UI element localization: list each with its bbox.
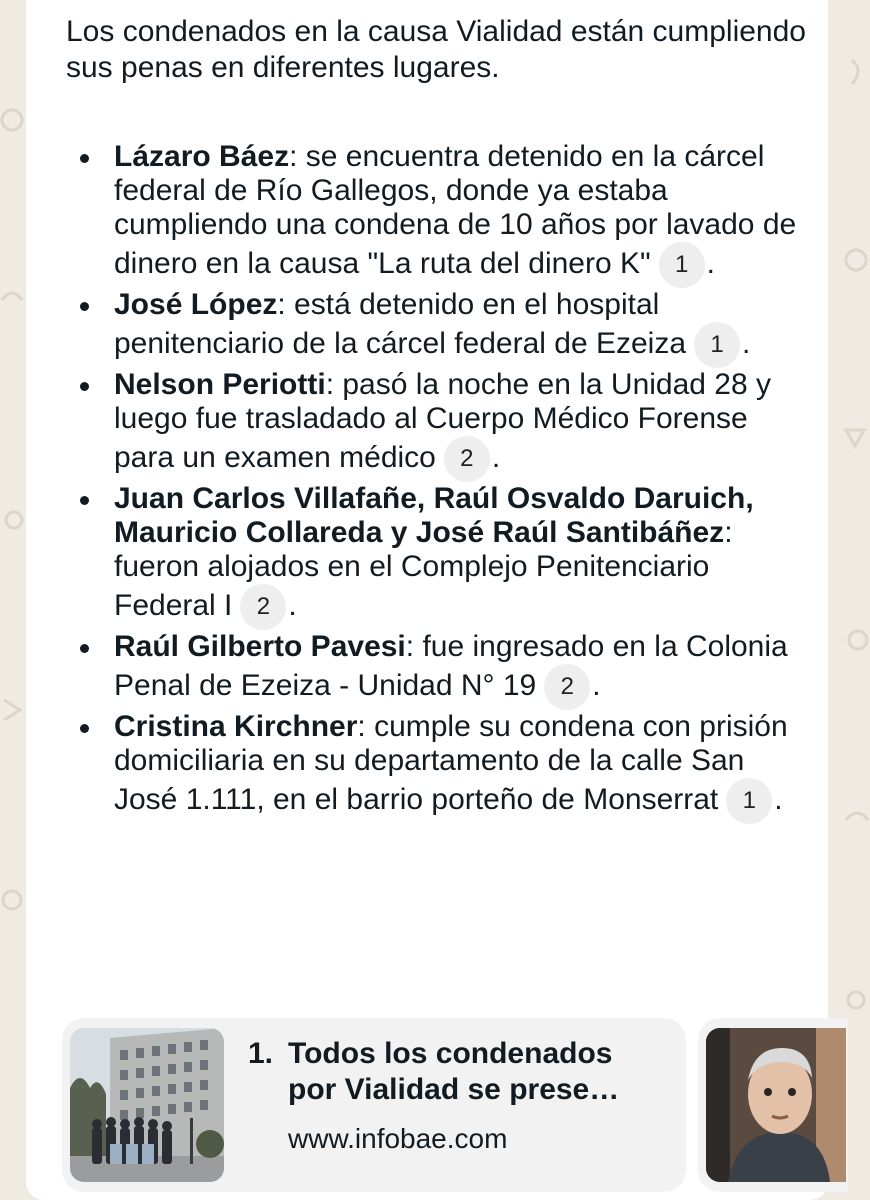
portrait-photo-icon xyxy=(706,1028,846,1182)
convict-detail: : está detenido en el hospital penitenciario de la cárcel federal de Ezeiza xyxy=(114,288,687,360)
source-card[interactable] xyxy=(62,1018,686,1192)
convict-detail: : fue ingresado en la Colonia Penal de Ezeiza - Unidad N° 19 xyxy=(114,630,788,702)
list-item: Nelson Periotti: pasó la noche en la Unidad 28 y luego fue trasladado al Cuerpo Médico Forense para un examen médico 2 . xyxy=(72,368,812,482)
convict-detail: : pasó la noche en la Unidad 28 y luego fue trasladado al Cuerpo Médico Forense para un examen médico xyxy=(114,368,772,474)
convict-detail: : fueron alojados en el Complejo Penitenciario Federal I xyxy=(114,516,733,622)
source-card-partial[interactable] xyxy=(698,1018,848,1192)
convict-name: José López xyxy=(114,288,278,321)
citation-chip[interactable]: 1 xyxy=(659,242,705,288)
convict-name: Cristina Kirchner xyxy=(114,710,358,743)
source-url: www.infobae.com xyxy=(288,1123,508,1154)
source-title-text: Todos los condenados por Vialidad se prese… xyxy=(288,1037,620,1106)
source-thumbnail xyxy=(70,1028,224,1182)
courthouse-photo-icon xyxy=(70,1028,224,1182)
convict-detail: : se encuentra detenido en la cárcel federal de Río Gallegos, donde ya estaba cumpliendo una condena de 10 años por lavado de dinero en la causa "La ruta del dinero K" xyxy=(114,140,797,280)
convict-name: Juan Carlos Villafañe, Raúl Osvaldo Daruich, Mauricio Collareda y José Raúl Santibáñez xyxy=(114,482,754,549)
source-title xyxy=(248,1036,668,1108)
convict-name: Raúl Gilberto Pavesi xyxy=(114,630,406,663)
convict-detail: : cumple su condena con prisión domiciliaria en su departamento de la calle San José 1.111, en el barrio porteño de Monserrat xyxy=(114,710,788,816)
citation-chip[interactable]: 1 xyxy=(726,778,772,824)
list-item: Raúl Gilberto Pavesi: fue ingresado en la Colonia Penal de Ezeiza - Unidad N° 19 2 . xyxy=(72,630,812,710)
source-number: 1. xyxy=(248,1037,274,1070)
list-item: José López: está detenido en el hospital penitenciario de la cárcel federal de Ezeiza 1 . xyxy=(72,288,812,368)
message-intro: Los condenados en la causa Vialidad están cumpliendo sus penas en diferentes lugares. xyxy=(66,15,806,84)
convicts-list xyxy=(72,140,812,824)
citation-chip[interactable]: 2 xyxy=(544,664,590,710)
list-item: Lázaro Báez: se encuentra detenido en la cárcel federal de Río Gallegos, donde ya estaba cumpliendo una condena de 10 años por lavado de dinero en la causa "La ruta del dinero K" 1 . xyxy=(72,140,812,288)
source-thumbnail-2 xyxy=(706,1028,846,1182)
citation-chip[interactable]: 2 xyxy=(444,436,490,482)
citation-chip[interactable]: 2 xyxy=(240,584,286,630)
list-item: Cristina Kirchner: cumple su condena con prisión domiciliaria en su departamento de la calle San José 1.111, en el barrio porteño de Monserrat 1 . xyxy=(72,710,812,824)
list-item: Juan Carlos Villafañe, Raúl Osvaldo Daruich, Mauricio Collareda y José Raúl Santibáñez: fueron alojados en el Complejo Penitenciario Federal I 2 . xyxy=(72,482,812,630)
citation-chip[interactable]: 1 xyxy=(694,322,740,368)
convict-name: Lázaro Báez xyxy=(114,140,290,173)
convict-name: Nelson Periotti xyxy=(114,368,326,401)
